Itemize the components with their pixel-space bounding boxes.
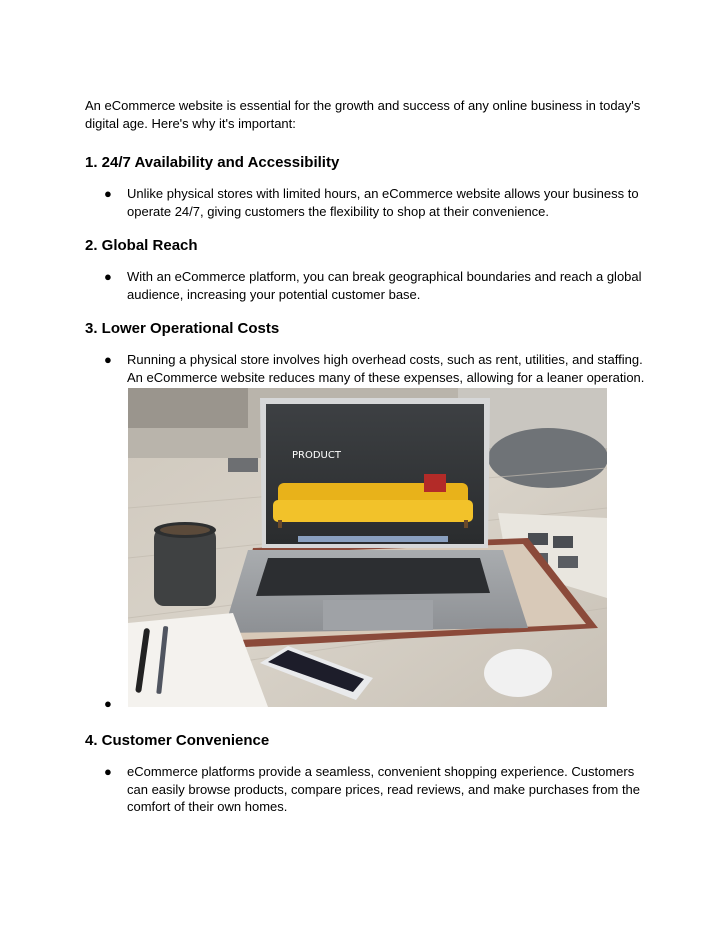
bullet-icon: ●	[104, 352, 112, 367]
heading-global-reach: 2. Global Reach	[85, 237, 198, 254]
bullet-list	[85, 268, 645, 303]
heading-operational-costs: 3. Lower Operational Costs	[85, 320, 280, 337]
list-item	[85, 351, 645, 386]
bullet-list	[85, 351, 645, 386]
heading-availability: 1. 24/7 Availability and Accessibility	[85, 154, 340, 171]
list-item	[85, 268, 645, 303]
bullet-list	[85, 763, 645, 816]
list-item	[85, 185, 645, 220]
intro-paragraph: An eCommerce website is essential for the growth and success of any online business in today's digital age. Here's why it's important:	[85, 98, 641, 131]
bullet-text: eCommerce platforms provide a seamless, convenient shopping experience. Customers can easily browse products, compare prices, read reviews, and make purchases from the comfort of their own homes.	[127, 764, 641, 814]
bullet-text: With an eCommerce platform, you can break geographical boundaries and reach a global audience, increasing your potential customer base.	[127, 269, 642, 302]
screen-product-text: PRODUCT	[292, 450, 341, 461]
bullet-icon: ●	[104, 186, 112, 201]
laptop-product-photo	[128, 388, 607, 707]
document-page	[85, 97, 645, 816]
heading-customer-convenience: 4. Customer Convenience	[85, 732, 270, 749]
bullet-list	[85, 185, 645, 220]
bullet-icon: ●	[104, 696, 112, 711]
bullet-text: Running a physical store involves high overhead costs, such as rent, utilities, and staffing. An eCommerce website reduces many of these expenses, allowing for a leaner operation.	[127, 352, 645, 385]
bullet-icon: ●	[104, 269, 112, 284]
image-list-item	[85, 388, 645, 709]
list-item	[85, 763, 645, 816]
bullet-text: Unlike physical stores with limited hours, an eCommerce website allows your business to operate 24/7, giving customers the flexibility to shop at their convenience.	[127, 186, 639, 219]
bullet-icon: ●	[104, 764, 112, 779]
